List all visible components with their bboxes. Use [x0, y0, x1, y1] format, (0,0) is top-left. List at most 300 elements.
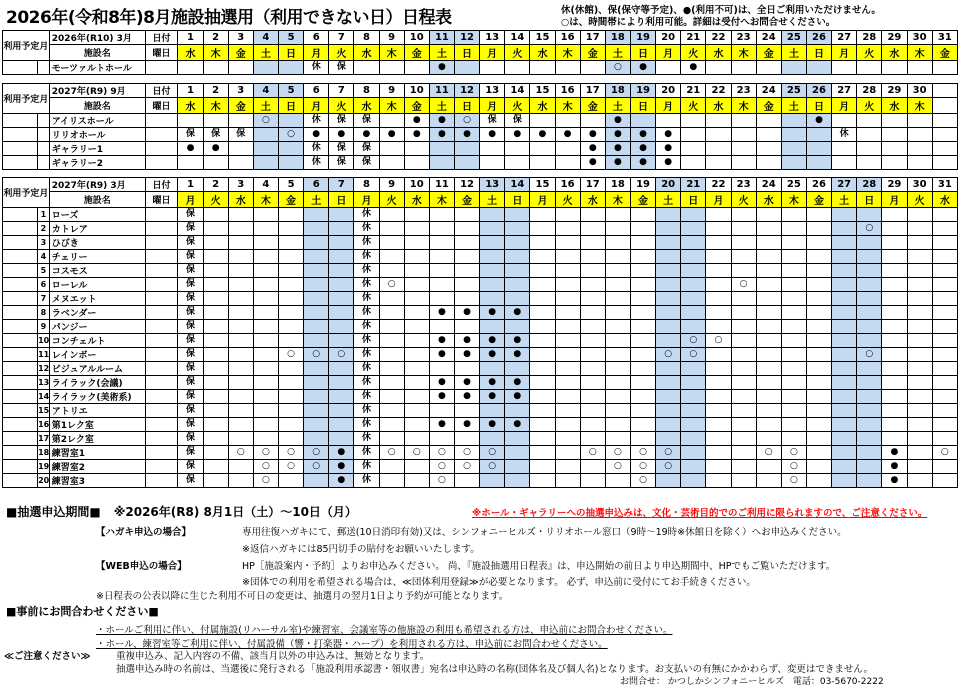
day-cell	[203, 222, 228, 236]
day-cell	[756, 142, 781, 156]
dow-21: 火	[681, 45, 706, 61]
day-cell	[454, 250, 479, 264]
day-28: 28	[857, 178, 882, 192]
day-cell	[304, 390, 329, 404]
day-cell	[932, 208, 957, 222]
day-cell	[706, 222, 731, 236]
day-cell	[228, 320, 253, 334]
day-cell	[203, 404, 228, 418]
day-cell	[832, 460, 857, 474]
page-title: 2026年(令和8年)8月施設抽選用（利用できない日）日程表	[6, 8, 452, 28]
status-mark: ○	[706, 334, 731, 348]
day-cell	[530, 320, 555, 334]
status-mark: ○	[781, 460, 806, 474]
day-26: 26	[806, 178, 831, 192]
day-cell	[454, 222, 479, 236]
day-cell	[832, 432, 857, 446]
row-number: 19	[38, 460, 50, 474]
day-cell	[932, 264, 957, 278]
day-cell	[681, 446, 706, 460]
status-mark: 保	[178, 376, 203, 390]
day-cell	[806, 390, 831, 404]
day-cell	[781, 404, 806, 418]
day-cell	[857, 236, 882, 250]
day-cell	[756, 460, 781, 474]
day-19: 19	[630, 178, 655, 192]
status-mark: ○	[630, 446, 655, 460]
day-cell	[228, 61, 253, 75]
day-cell	[429, 236, 454, 250]
day-header: 日付	[145, 84, 178, 98]
status-mark: 保	[178, 404, 203, 418]
facility-header: 施設名	[49, 192, 145, 208]
web-text: HP［施設案内・予約］よりお申込みください。 尚、『施設抽選用日程表』は、申込開始の前日より申込期間中、HPでもご覧いただけます。	[242, 561, 836, 572]
row-number	[38, 114, 50, 128]
day-cell	[580, 61, 605, 75]
dow-13: 土	[480, 192, 505, 208]
day-cell	[505, 222, 530, 236]
status-mark: 休	[354, 264, 379, 278]
day-cell	[832, 236, 857, 250]
day-cell	[781, 362, 806, 376]
day-cell	[580, 362, 605, 376]
day-cell	[706, 208, 731, 222]
day-cell	[530, 222, 555, 236]
day-cell	[304, 362, 329, 376]
day-28: 28	[857, 31, 882, 45]
dow-9: 木	[379, 98, 404, 114]
status-mark: 保	[178, 208, 203, 222]
dow-11: 木	[429, 192, 454, 208]
status-mark: ●	[329, 474, 354, 488]
day-cell	[454, 264, 479, 278]
postcard-label: 【ハガキ申込の場合】	[96, 527, 192, 538]
blank-cell	[3, 306, 38, 320]
day-cell	[681, 128, 706, 142]
day-cell	[932, 306, 957, 320]
day-cell	[681, 362, 706, 376]
day-cell	[806, 404, 831, 418]
status-mark: ○	[857, 348, 882, 362]
day-cell	[731, 348, 756, 362]
day-cell	[605, 348, 630, 362]
day-cell	[530, 404, 555, 418]
blank-cell	[3, 390, 38, 404]
day-cell	[379, 418, 404, 432]
day-2: 2	[203, 84, 228, 98]
day-cell	[932, 156, 957, 170]
table-row	[3, 222, 958, 236]
day-cell	[756, 236, 781, 250]
day-cell	[656, 222, 681, 236]
warning-text: ※ホール・ギャラリーへの抽選申込みは、文化・芸術目的でのご利用に限られますので、ご注意ください。	[472, 508, 928, 519]
day-cell	[731, 404, 756, 418]
day-cell	[605, 208, 630, 222]
day-cell	[329, 334, 354, 348]
dow-25: 土	[781, 98, 806, 114]
status-mark: ●	[429, 306, 454, 320]
day-cell	[706, 362, 731, 376]
day-cell	[580, 474, 605, 488]
day-cell	[681, 292, 706, 306]
day-cell	[253, 236, 278, 250]
day-cell	[253, 222, 278, 236]
status-mark: ○	[681, 348, 706, 362]
day-cell	[203, 61, 228, 75]
day-cell	[278, 236, 303, 250]
dow-27: 月	[832, 98, 857, 114]
day-cell	[480, 264, 505, 278]
day-cell	[429, 222, 454, 236]
day-cell	[580, 334, 605, 348]
dow-24: 水	[756, 192, 781, 208]
day-16: 16	[555, 84, 580, 98]
status-mark: 休	[354, 208, 379, 222]
status-mark: ●	[429, 348, 454, 362]
blank-cell	[145, 404, 178, 418]
status-mark: ○	[454, 446, 479, 460]
table-row	[3, 348, 958, 362]
day-cell	[932, 250, 957, 264]
blank-cell	[145, 460, 178, 474]
day-16: 16	[555, 178, 580, 192]
dow-20: 土	[656, 192, 681, 208]
day-6: 6	[304, 84, 329, 98]
day-cell	[857, 418, 882, 432]
day-cell	[555, 250, 580, 264]
status-mark: 保	[354, 114, 379, 128]
day-cell	[530, 376, 555, 390]
day-cell	[278, 156, 303, 170]
facility-name: ギャラリー2	[49, 156, 145, 170]
blank-cell	[3, 334, 38, 348]
day-4: 4	[253, 31, 278, 45]
status-mark: 休	[354, 334, 379, 348]
day-cell	[681, 460, 706, 474]
day-cell	[379, 222, 404, 236]
status-mark: 保	[178, 278, 203, 292]
status-mark: ●	[429, 334, 454, 348]
day-cell	[278, 61, 303, 75]
day-cell	[656, 114, 681, 128]
row-number: 17	[38, 432, 50, 446]
blank-cell	[3, 292, 38, 306]
day-cell	[555, 222, 580, 236]
dow-5: 日	[278, 98, 303, 114]
day-cell	[228, 222, 253, 236]
facility-name: ラベンダー	[49, 306, 145, 320]
day-cell	[932, 432, 957, 446]
day-cell	[580, 320, 605, 334]
dow-5: 日	[278, 45, 303, 61]
dow-8: 水	[354, 45, 379, 61]
day-14: 14	[505, 84, 530, 98]
day-cell	[555, 362, 580, 376]
legend-line-1: 休(休館)、保(保守等予定)、●(利用不可)は、全日ご利用いただけません。	[561, 5, 881, 16]
day-11: 11	[429, 178, 454, 192]
day-cell	[429, 250, 454, 264]
day-7: 7	[329, 84, 354, 98]
day-cell	[480, 362, 505, 376]
day-cell	[630, 114, 655, 128]
day-cell	[731, 156, 756, 170]
facility-name: 第1レク室	[49, 418, 145, 432]
day-cell	[857, 376, 882, 390]
status-mark: 休	[354, 250, 379, 264]
day-cell	[329, 362, 354, 376]
day-cell	[505, 142, 530, 156]
day-cell	[706, 320, 731, 334]
day-cell	[329, 208, 354, 222]
day-cell	[832, 376, 857, 390]
day-cell	[505, 61, 530, 75]
dow-31: 金	[932, 45, 957, 61]
day-cell	[329, 376, 354, 390]
dow-22: 水	[706, 45, 731, 61]
dow-6: 土	[304, 192, 329, 208]
status-mark: ●	[605, 142, 630, 156]
day-cell	[379, 306, 404, 320]
day-cell	[832, 320, 857, 334]
facility-header: 施設名	[49, 45, 145, 61]
status-mark: ○	[253, 446, 278, 460]
day-cell	[253, 128, 278, 142]
status-mark: 保	[354, 142, 379, 156]
day-cell	[555, 390, 580, 404]
day-3: 3	[228, 178, 253, 192]
day-cell	[178, 114, 203, 128]
day-cell	[203, 418, 228, 432]
day-cell	[228, 156, 253, 170]
day-15: 15	[530, 84, 555, 98]
contact-info: お問合せ： かつしかシンフォニーヒルズ 電話：03-5670-2222	[620, 677, 884, 685]
day-12: 12	[454, 178, 479, 192]
status-mark: 保	[178, 348, 203, 362]
day-cell	[756, 250, 781, 264]
dow-3: 水	[228, 192, 253, 208]
status-mark: ○	[304, 348, 329, 362]
day-4: 4	[253, 178, 278, 192]
day-cell	[806, 208, 831, 222]
day-cell	[555, 142, 580, 156]
day-cell	[907, 390, 932, 404]
day-cell	[404, 250, 429, 264]
day-cell	[379, 156, 404, 170]
day-cell	[404, 348, 429, 362]
blank-cell	[145, 348, 178, 362]
blank-cell	[145, 250, 178, 264]
day-cell	[857, 446, 882, 460]
day-cell	[228, 114, 253, 128]
day-1: 1	[178, 31, 203, 45]
status-mark: ○	[731, 278, 756, 292]
day-cell	[907, 222, 932, 236]
day-cell	[832, 390, 857, 404]
day-9: 9	[379, 84, 404, 98]
dow-header: 曜日	[145, 192, 178, 208]
facility-name: チェリー	[49, 250, 145, 264]
day-cell	[781, 348, 806, 362]
day-cell	[480, 404, 505, 418]
day-cell	[505, 460, 530, 474]
day-cell	[756, 208, 781, 222]
day-cell	[756, 114, 781, 128]
day-cell	[429, 292, 454, 306]
day-cell	[379, 250, 404, 264]
day-cell	[857, 362, 882, 376]
day-cell	[580, 292, 605, 306]
status-mark: ●	[630, 142, 655, 156]
day-cell	[454, 156, 479, 170]
dow-3: 金	[228, 45, 253, 61]
day-cell	[178, 156, 203, 170]
row-number: 11	[38, 348, 50, 362]
status-mark: 保	[178, 264, 203, 278]
day-cell	[379, 61, 404, 75]
day-cell	[857, 208, 882, 222]
day-cell	[832, 250, 857, 264]
day-26: 26	[806, 84, 831, 98]
day-cell	[756, 348, 781, 362]
day-cell	[656, 208, 681, 222]
day-cell	[706, 432, 731, 446]
dow-23: 木	[731, 98, 756, 114]
postcard-text: 専用往復ハガキにて、郵送(10日消印有効)又は、シンフォニーヒルズ・リリオホール窓口（9時～19時※休館日を除く）へお申込みください。	[242, 527, 847, 538]
day-cell	[630, 250, 655, 264]
blank-cell	[145, 334, 178, 348]
day-cell	[907, 348, 932, 362]
day-cell	[681, 264, 706, 278]
status-mark: ○	[379, 278, 404, 292]
status-mark: ○	[756, 446, 781, 460]
day-cell	[882, 292, 907, 306]
day-cell	[203, 362, 228, 376]
day-cell	[681, 142, 706, 156]
status-mark: ○	[630, 460, 655, 474]
status-mark: ●	[354, 128, 379, 142]
day-cell	[555, 474, 580, 488]
dow-29: 水	[882, 45, 907, 61]
day-cell	[907, 278, 932, 292]
day-cell	[454, 278, 479, 292]
period-month: 2027年(R9) 9月	[49, 84, 145, 98]
header-row-dows	[3, 192, 958, 208]
day-29: 29	[882, 31, 907, 45]
day-cell	[832, 418, 857, 432]
day-24: 24	[756, 84, 781, 98]
table-row	[3, 376, 958, 390]
row-number: 2	[38, 222, 50, 236]
day-cell	[781, 236, 806, 250]
day-cell	[605, 376, 630, 390]
day-cell	[203, 114, 228, 128]
day-cell	[731, 264, 756, 278]
day-cell	[857, 278, 882, 292]
day-cell	[505, 278, 530, 292]
day-6: 6	[304, 31, 329, 45]
day-20: 20	[656, 31, 681, 45]
day-cell	[429, 404, 454, 418]
facility-name: カトレア	[49, 222, 145, 236]
day-cell	[530, 334, 555, 348]
day-cell	[404, 156, 429, 170]
blank-cell	[3, 404, 38, 418]
dow-28: 日	[857, 192, 882, 208]
status-mark: ●	[806, 114, 831, 128]
day-cell	[329, 264, 354, 278]
day-31: 31	[932, 178, 957, 192]
day-cell	[505, 404, 530, 418]
day-cell	[781, 432, 806, 446]
legend-line-2: ○は、時間帯により利用可能。詳細は受付へお問合せください。	[561, 17, 836, 28]
day-cell	[756, 432, 781, 446]
day-27: 27	[832, 178, 857, 192]
status-mark: ○	[630, 474, 655, 488]
day-cell	[731, 334, 756, 348]
day-cell	[630, 404, 655, 418]
status-mark: 保	[203, 128, 228, 142]
day-cell	[907, 320, 932, 334]
day-cell	[882, 278, 907, 292]
status-mark: ●	[203, 142, 228, 156]
blank-cell	[3, 474, 38, 488]
day-cell	[454, 432, 479, 446]
day-cell	[379, 362, 404, 376]
day-cell	[228, 236, 253, 250]
day-cell	[454, 474, 479, 488]
day-21: 21	[681, 84, 706, 98]
day-31: 31	[932, 31, 957, 45]
status-mark: 保	[178, 320, 203, 334]
table-row	[3, 474, 958, 488]
day-2: 2	[203, 31, 228, 45]
day-cell	[731, 376, 756, 390]
day-cell	[630, 376, 655, 390]
day-30: 30	[907, 178, 932, 192]
day-cell	[530, 114, 555, 128]
facility-name: ローレル	[49, 278, 145, 292]
day-7: 7	[329, 178, 354, 192]
day-cell	[932, 362, 957, 376]
day-cell	[580, 460, 605, 474]
status-mark: ●	[429, 376, 454, 390]
day-cell	[555, 418, 580, 432]
day-5: 5	[278, 84, 303, 98]
day-cell	[656, 418, 681, 432]
day-cell	[630, 236, 655, 250]
day-24: 24	[756, 178, 781, 192]
day-cell	[832, 306, 857, 320]
dow-18: 木	[605, 192, 630, 208]
day-cell	[907, 376, 932, 390]
day-cell	[480, 432, 505, 446]
day-cell	[932, 114, 957, 128]
day-cell	[580, 390, 605, 404]
status-mark: ●	[329, 460, 354, 474]
day-cell	[681, 376, 706, 390]
day-cell	[907, 460, 932, 474]
day-cell	[329, 236, 354, 250]
day-cell	[832, 292, 857, 306]
day-cell	[681, 404, 706, 418]
day-cell	[505, 320, 530, 334]
day-cell	[505, 236, 530, 250]
day-cell	[731, 61, 756, 75]
day-cell	[530, 250, 555, 264]
day-28: 28	[857, 84, 882, 98]
day-cell	[278, 292, 303, 306]
day-cell	[278, 208, 303, 222]
